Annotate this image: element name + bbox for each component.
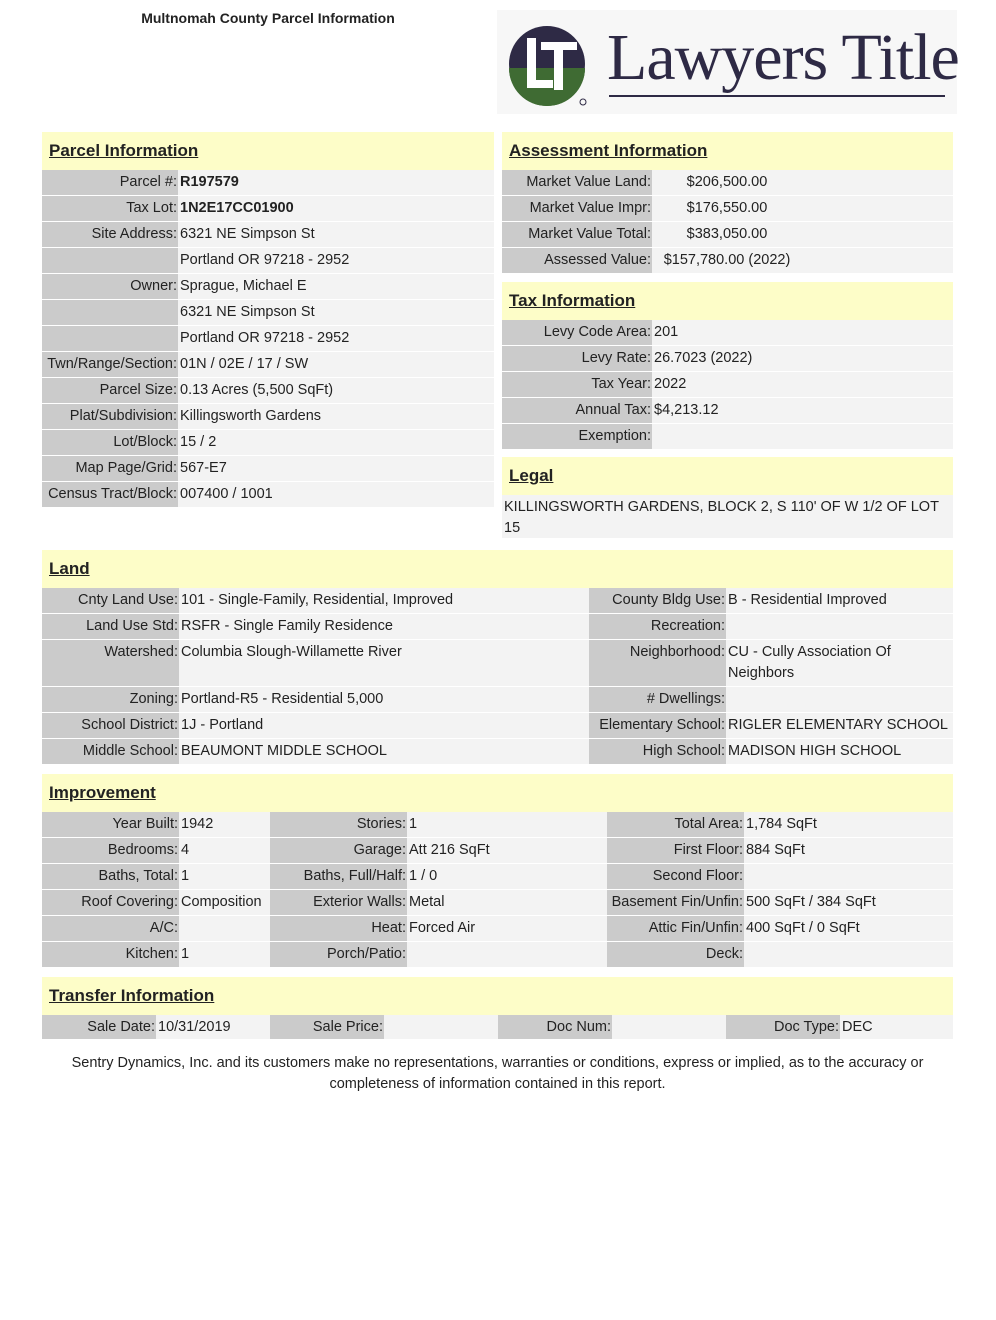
- assessment-value: $176,550.00: [652, 196, 802, 221]
- transfer-section: [42, 977, 953, 1040]
- tax-row: [502, 320, 953, 346]
- improvement-label: Bedrooms:: [42, 838, 179, 863]
- transfer-heading: Transfer Information: [42, 977, 953, 1015]
- land-row: [42, 640, 953, 687]
- parcel-value: 1N2E17CC01900: [178, 196, 494, 221]
- tax-value: [652, 424, 953, 449]
- improvement-table: [42, 812, 953, 968]
- land-value: Columbia Slough-Willamette River: [179, 640, 589, 686]
- improvement-value: 4: [179, 838, 270, 863]
- improvement-value: 1: [179, 942, 270, 967]
- improvement-value: 884 SqFt: [744, 838, 953, 863]
- improvement-label: Total Area:: [607, 812, 744, 837]
- assessment-row: [502, 248, 953, 274]
- disclaimer-line-2: completeness of information contained in this report.: [329, 1076, 666, 1092]
- parcel-section: [42, 132, 494, 508]
- land-label: Elementary School:: [589, 713, 726, 738]
- assessment-label: Market Value Total:: [502, 222, 652, 247]
- improvement-label: Porch/Patio:: [270, 942, 407, 967]
- assessment-label: Market Value Land:: [502, 170, 652, 195]
- improvement-value: Forced Air: [407, 916, 607, 941]
- parcel-label: [42, 248, 178, 273]
- parcel-row: [42, 326, 494, 352]
- parcel-row: [42, 378, 494, 404]
- improvement-row: [42, 838, 953, 864]
- tax-label: Annual Tax:: [502, 398, 652, 423]
- parcel-row: [42, 274, 494, 300]
- assessment-row: [502, 170, 953, 196]
- parcel-value: 007400 / 1001: [178, 482, 494, 507]
- improvement-value: 400 SqFt / 0 SqFt: [744, 916, 953, 941]
- tax-row: [502, 372, 953, 398]
- sale-date-label: Sale Date:: [42, 1015, 156, 1039]
- legal-heading: Legal: [502, 457, 953, 495]
- parcel-table: [42, 170, 494, 508]
- improvement-label: Garage:: [270, 838, 407, 863]
- improvement-value: 1942: [179, 812, 270, 837]
- land-label: Zoning:: [42, 687, 179, 712]
- sale-price-value: [384, 1015, 498, 1039]
- improvement-value: [744, 864, 953, 889]
- land-row: [42, 713, 953, 739]
- parcel-label: Twn/Range/Section:: [42, 352, 178, 377]
- improvement-label: Basement Fin/Unfin:: [607, 890, 744, 915]
- parcel-row: [42, 430, 494, 456]
- sale-date-value: 10/31/2019: [156, 1015, 270, 1039]
- tax-row: [502, 424, 953, 450]
- tax-value: $4,213.12: [652, 398, 953, 423]
- parcel-row: [42, 404, 494, 430]
- tax-value: 26.7023 (2022): [652, 346, 953, 371]
- improvement-value: [407, 942, 607, 967]
- improvement-value: [744, 942, 953, 967]
- parcel-value: 6321 NE Simpson St: [178, 222, 494, 247]
- tax-table: [502, 320, 953, 450]
- parcel-value: Sprague, Michael E: [178, 274, 494, 299]
- tax-value: 201: [652, 320, 953, 345]
- improvement-section: [42, 774, 953, 968]
- land-label: High School:: [589, 739, 726, 764]
- tax-label: Levy Rate:: [502, 346, 652, 371]
- improvement-label: Baths, Full/Half:: [270, 864, 407, 889]
- land-value: [726, 614, 953, 639]
- parcel-value: 6321 NE Simpson St: [178, 300, 494, 325]
- parcel-label: Parcel Size:: [42, 378, 178, 403]
- land-value: RIGLER ELEMENTARY SCHOOL: [726, 713, 953, 738]
- assessment-section: [502, 132, 953, 274]
- doc-type-value: DEC: [840, 1015, 953, 1039]
- assessment-spacer: [802, 248, 953, 273]
- improvement-heading: Improvement: [42, 774, 953, 812]
- legal-section: [502, 457, 953, 538]
- assessment-spacer: [802, 196, 953, 221]
- land-value: B - Residential Improved: [726, 588, 953, 613]
- tax-value: 2022: [652, 372, 953, 397]
- land-label: School District:: [42, 713, 179, 738]
- land-label: # Dwellings:: [589, 687, 726, 712]
- parcel-label: Map Page/Grid:: [42, 456, 178, 481]
- assessment-heading: Assessment Information: [502, 132, 953, 170]
- parcel-heading: Parcel Information: [42, 132, 494, 170]
- tax-row: [502, 398, 953, 424]
- parcel-row: [42, 482, 494, 508]
- parcel-label: Parcel #:: [42, 170, 178, 195]
- assessment-spacer: [802, 170, 953, 195]
- parcel-label: Lot/Block:: [42, 430, 178, 455]
- doc-num-value: [612, 1015, 726, 1039]
- improvement-row: [42, 942, 953, 968]
- improvement-value: [179, 916, 270, 941]
- land-label: Land Use Std:: [42, 614, 179, 639]
- doc-num-label: Doc Num:: [498, 1015, 612, 1039]
- improvement-label: Second Floor:: [607, 864, 744, 889]
- tax-label: Levy Code Area:: [502, 320, 652, 345]
- improvement-value: 500 SqFt / 384 SqFt: [744, 890, 953, 915]
- tax-label: Tax Year:: [502, 372, 652, 397]
- parcel-row: [42, 170, 494, 196]
- tax-heading: Tax Information: [502, 282, 953, 320]
- parcel-row: [42, 300, 494, 326]
- improvement-label: Roof Covering:: [42, 890, 179, 915]
- land-section: [42, 550, 953, 765]
- improvement-row: [42, 916, 953, 942]
- legal-description: KILLINGSWORTH GARDENS, BLOCK 2, S 110' OF W 1/2 OF LOT 15: [502, 495, 953, 538]
- assessment-value: $206,500.00: [652, 170, 802, 195]
- tax-row: [502, 346, 953, 372]
- land-value: CU - Cully Association Of Neighbors: [726, 640, 953, 686]
- land-value: MADISON HIGH SCHOOL: [726, 739, 953, 764]
- assessment-table: [502, 170, 953, 274]
- tax-label: Exemption:: [502, 424, 652, 449]
- land-row: [42, 687, 953, 713]
- parcel-value: 15 / 2: [178, 430, 494, 455]
- improvement-label: Attic Fin/Unfin:: [607, 916, 744, 941]
- disclaimer-line-1: Sentry Dynamics, Inc. and its customers make no representations, warranties or conditions, express or implied, as to the accuracy or: [71, 1055, 924, 1071]
- land-heading: Land: [42, 550, 953, 588]
- lawyers-title-logo: [497, 10, 957, 114]
- parcel-label: Site Address:: [42, 222, 178, 247]
- parcel-label: Tax Lot:: [42, 196, 178, 221]
- improvement-value: Metal: [407, 890, 607, 915]
- page-title: Multnomah County Parcel Information: [141, 10, 395, 26]
- land-label: Watershed:: [42, 640, 179, 686]
- assessment-label: Market Value Impr:: [502, 196, 652, 221]
- parcel-row: [42, 456, 494, 482]
- land-value: Portland-R5 - Residential 5,000: [179, 687, 589, 712]
- improvement-value: 1: [407, 812, 607, 837]
- land-label: County Bldg Use:: [589, 588, 726, 613]
- disclaimer: [42, 1053, 953, 1095]
- improvement-value: Att 216 SqFt: [407, 838, 607, 863]
- improvement-label: Year Built:: [42, 812, 179, 837]
- improvement-row: [42, 890, 953, 916]
- improvement-label: First Floor:: [607, 838, 744, 863]
- doc-type-label: Doc Type:: [726, 1015, 840, 1039]
- improvement-row: [42, 812, 953, 838]
- improvement-label: Kitchen:: [42, 942, 179, 967]
- parcel-value: Killingsworth Gardens: [178, 404, 494, 429]
- land-value: 101 - Single-Family, Residential, Improved: [179, 588, 589, 613]
- improvement-row: [42, 864, 953, 890]
- parcel-row: [42, 222, 494, 248]
- assessment-label: Assessed Value:: [502, 248, 652, 273]
- parcel-value: Portland OR 97218 - 2952: [178, 326, 494, 351]
- improvement-label: Heat:: [270, 916, 407, 941]
- improvement-label: Baths, Total:: [42, 864, 179, 889]
- improvement-value: 1: [179, 864, 270, 889]
- improvement-label: Exterior Walls:: [270, 890, 407, 915]
- land-value: [726, 687, 953, 712]
- land-value: BEAUMONT MIDDLE SCHOOL: [179, 739, 589, 764]
- improvement-label: Stories:: [270, 812, 407, 837]
- parcel-label: Census Tract/Block:: [42, 482, 178, 507]
- land-row: [42, 614, 953, 640]
- land-table: [42, 588, 953, 765]
- transfer-row: [42, 1015, 953, 1040]
- parcel-value: 567-E7: [178, 456, 494, 481]
- land-label: Cnty Land Use:: [42, 588, 179, 613]
- land-label: Neighborhood:: [589, 640, 726, 686]
- parcel-row: [42, 248, 494, 274]
- improvement-value: Composition: [179, 890, 270, 915]
- land-row: [42, 588, 953, 614]
- assessment-row: [502, 222, 953, 248]
- parcel-label: Plat/Subdivision:: [42, 404, 178, 429]
- improvement-value: 1 / 0: [407, 864, 607, 889]
- land-value: 1J - Portland: [179, 713, 589, 738]
- parcel-value: 0.13 Acres (5,500 SqFt): [178, 378, 494, 403]
- assessment-value: $157,780.00 (2022): [652, 248, 802, 273]
- improvement-value: 1,784 SqFt: [744, 812, 953, 837]
- lt-logo-icon: [507, 24, 591, 108]
- assessment-spacer: [802, 222, 953, 247]
- assessment-row: [502, 196, 953, 222]
- tax-section: [502, 282, 953, 450]
- logo-text: Lawyers Title: [607, 21, 959, 94]
- land-row: [42, 739, 953, 765]
- assessment-value: $383,050.00: [652, 222, 802, 247]
- land-label: Middle School:: [42, 739, 179, 764]
- sale-price-label: Sale Price:: [270, 1015, 384, 1039]
- improvement-label: Deck:: [607, 942, 744, 967]
- parcel-label: [42, 300, 178, 325]
- land-label: Recreation:: [589, 614, 726, 639]
- parcel-value: R197579: [178, 170, 494, 195]
- parcel-value: Portland OR 97218 - 2952: [178, 248, 494, 273]
- improvement-label: A/C:: [42, 916, 179, 941]
- logo-underline: [609, 95, 945, 97]
- parcel-label: Owner:: [42, 274, 178, 299]
- parcel-value: 01N / 02E / 17 / SW: [178, 352, 494, 377]
- parcel-label: [42, 326, 178, 351]
- parcel-row: [42, 352, 494, 378]
- parcel-row: [42, 196, 494, 222]
- land-value: RSFR - Single Family Residence: [179, 614, 589, 639]
